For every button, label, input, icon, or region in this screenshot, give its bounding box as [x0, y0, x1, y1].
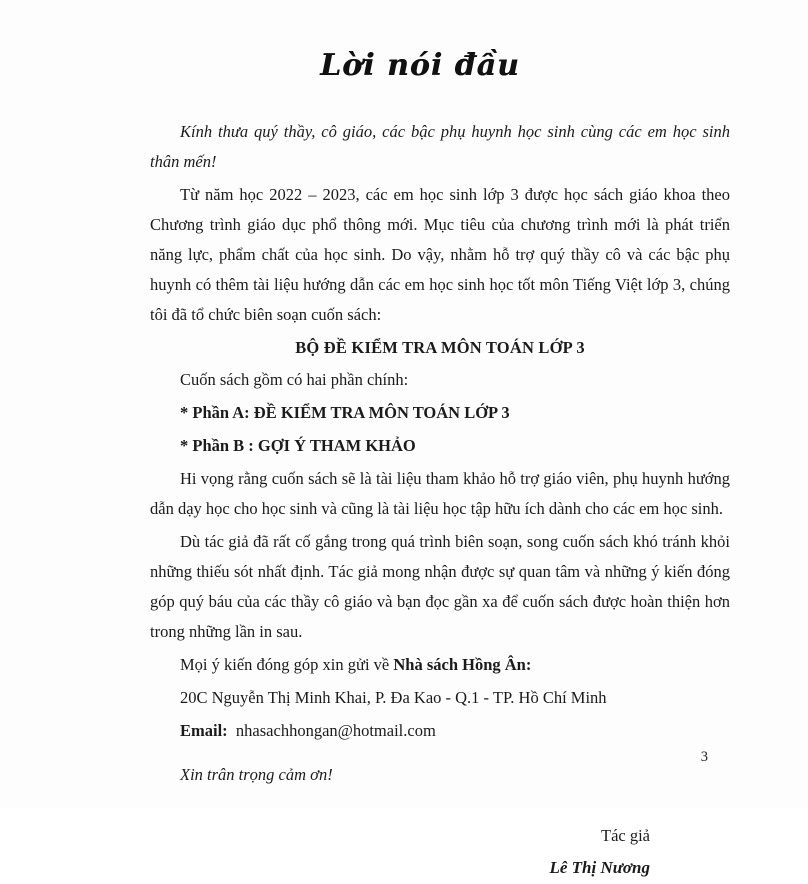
- publisher-name: Nhà sách Hồng Ân:: [393, 655, 532, 675]
- book-title: BỘ ĐỀ KIỂM TRA MÔN TOÁN LỚP 3: [295, 338, 585, 358]
- email-line: [150, 716, 730, 746]
- part-b-label: * Phần B : GỢI Ý THAM KHẢO: [180, 436, 416, 456]
- feedback-line: [150, 650, 730, 680]
- thanks-line: Xin trân trọng cảm ơn!: [180, 765, 333, 785]
- intro-paragraph: Từ năm học 2022 – 2023, các em học sinh lớp 3 được học sách giáo khoa theo Chương trình giáo dục phổ thông mới. Mục tiêu của chương trình mới là phát triển năng lực, phẩm chất của học sinh. Do vậy, nhằm hỗ trợ quý thầy cô và các bậc phụ huynh có thêm tài liệu hướng dẫn các em học sinh học tốt môn Tiếng Việt lớp 3, chúng tôi đã tổ chức biên soạn cuốn sách:: [150, 185, 730, 325]
- email-label: Email:: [180, 721, 228, 741]
- document-body: [150, 117, 730, 884]
- page-number: 3: [700, 749, 708, 765]
- greeting-paragraph: Kính thưa quý thầy, cô giáo, các bậc phụ huynh học sinh cùng các em học sinh thân mến!: [150, 122, 730, 172]
- feedback-prefix: Mọi ý kiến đóng góp xin gửi về: [180, 655, 394, 675]
- contents-intro: Cuốn sách gồm có hai phần chính:: [180, 370, 409, 390]
- signature-role: Tác giả: [600, 826, 650, 846]
- hope-paragraph: Hi vọng rằng cuốn sách sẽ là tài liệu tham khảo hỗ trợ giáo viên, phụ huynh hướng dẫn dạy học cho học sinh và cũng là tài liệu học tập hữu ích dành cho các em học sinh.: [150, 469, 730, 519]
- signature-name: Lê Thị Nương: [549, 857, 650, 877]
- email-value: nhasachhongan@hotmail.com: [235, 721, 436, 741]
- signature-block: [150, 820, 730, 884]
- address-line: 20C Nguyễn Thị Minh Khai, P. Đa Kao - Q.1 - TP. Hồ Chí Minh: [180, 688, 607, 708]
- part-a-label: * Phần A: ĐỀ KIỂM TRA MÔN TOÁN LỚP 3: [180, 403, 510, 423]
- page-title: Lời nói đầu: [320, 48, 520, 83]
- disclaimer-paragraph: Dù tác giả đã rất cố gắng trong quá trình biên soạn, song cuốn sách khó tránh khỏi những thiếu sót nhất định. Tác giả mong nhận được sự quan tâm và những ý kiến đóng góp quý báu của các thầy cô giáo và bạn đọc gần xa để cuốn sách được hoàn thiện hơn trong những lần in sau.: [150, 532, 730, 642]
